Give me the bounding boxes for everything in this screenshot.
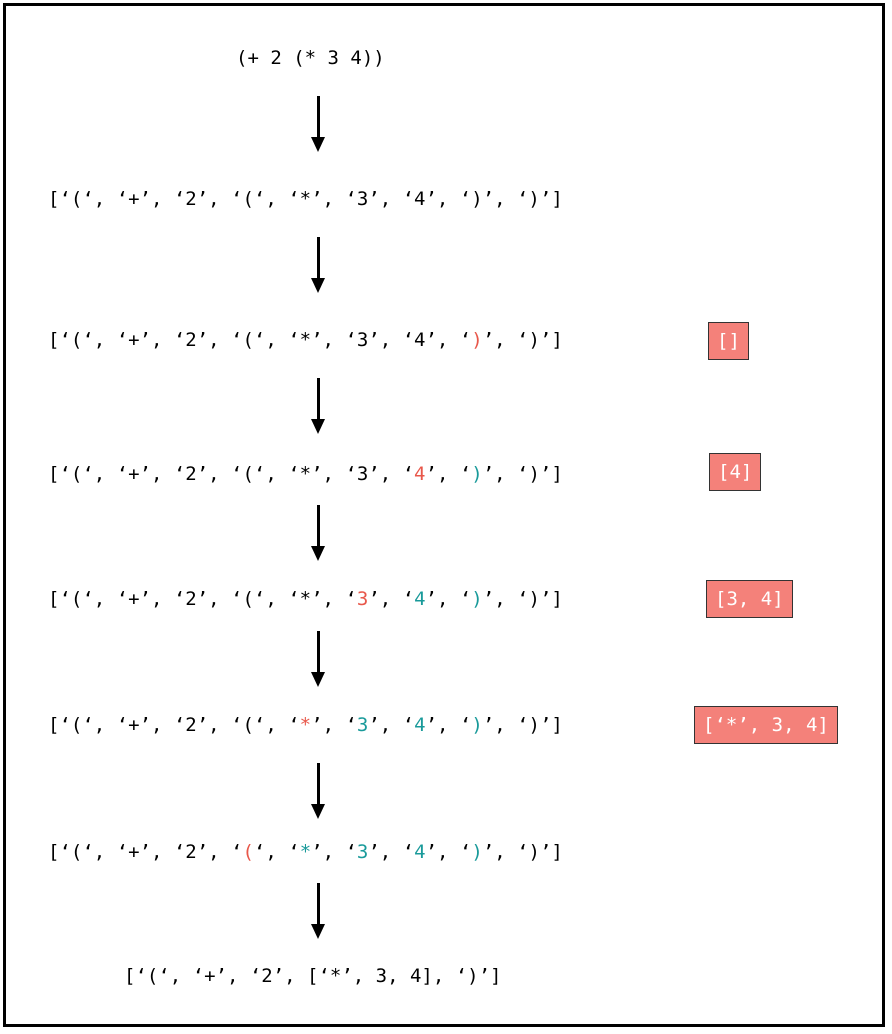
consumed-token: 4 [414, 714, 426, 736]
token-text: ’, ‘ [368, 588, 415, 610]
consumed-token: ) [471, 588, 483, 610]
down-arrow-icon [308, 378, 328, 434]
consumed-token: 3 [356, 714, 369, 736]
token-text: ‘, ‘ [253, 841, 300, 863]
consumed-token: * [299, 841, 312, 863]
highlighted-token: ( [242, 841, 254, 863]
token-list-step-4 [48, 587, 563, 611]
consumed-token: ) [471, 841, 483, 863]
highlighted-token: 3 [356, 588, 369, 610]
consumed-token: ) [471, 714, 483, 736]
consumed-token: 4 [414, 588, 426, 610]
token-text: ’, ‘ [368, 714, 415, 736]
down-arrow-icon [308, 96, 328, 152]
token-list-step-6 [48, 840, 563, 864]
down-arrow-icon [308, 237, 328, 293]
token-text: ’, ‘ [425, 588, 472, 610]
token-text: ’, ‘ [311, 841, 357, 863]
token-list-step-1 [48, 187, 563, 211]
token-list-step-2 [48, 328, 563, 352]
down-arrow-icon [308, 763, 328, 819]
token-text: ’, ‘ [311, 714, 357, 736]
token-text: ’, ‘)’] [482, 714, 563, 736]
highlighted-token: 4 [414, 463, 426, 485]
token-text: [‘(‘, ‘+’, ‘2’, ‘ [48, 841, 243, 863]
stack-box-step-5: [‘*’, 3, 4] [694, 706, 838, 744]
parsed-result: [‘(‘, ‘+’, ‘2’, [‘*’, 3, 4], ‘)’] [124, 965, 502, 987]
token-text: [‘(‘, ‘+’, ‘2’, ‘(‘, ‘*’, ‘3’, ‘4’, ‘ [48, 329, 472, 351]
token-text: ’, ‘)’] [482, 329, 563, 351]
input-expression: (+ 2 (* 3 4)) [236, 47, 385, 69]
token-text: [‘(‘, ‘+’, ‘2’, ‘(‘, ‘ [48, 714, 300, 736]
highlighted-token: ) [471, 329, 483, 351]
token-text: ’, ‘ [425, 463, 472, 485]
stack-box-step-3: [4] [709, 453, 761, 491]
token-text: ’, ‘)’] [482, 463, 563, 485]
stack-box-step-4: [3, 4] [706, 580, 793, 618]
consumed-token: 4 [414, 841, 426, 863]
down-arrow-icon [308, 883, 328, 939]
token-list-step-3 [48, 462, 563, 486]
diagram-frame [3, 3, 885, 1027]
down-arrow-icon [308, 505, 328, 561]
down-arrow-icon [308, 631, 328, 687]
token-text: [‘(‘, ‘+’, ‘2’, ‘(‘, ‘*’, ‘ [48, 588, 357, 610]
consumed-token: 3 [356, 841, 369, 863]
stack-box-step-2: [] [708, 322, 749, 360]
consumed-token: ) [471, 463, 483, 485]
token-text: ’, ‘)’] [482, 841, 563, 863]
token-list-step-5 [48, 713, 563, 737]
token-text: ’, ‘)’] [482, 588, 563, 610]
token-text: ’, ‘ [425, 714, 472, 736]
token-text: [‘(‘, ‘+’, ‘2’, ‘(‘, ‘*’, ‘3’, ‘4’, ‘)’, ‘)’] [48, 188, 563, 210]
token-text: ’, ‘ [425, 841, 472, 863]
token-text: ’, ‘ [368, 841, 415, 863]
token-text: [‘(‘, ‘+’, ‘2’, ‘(‘, ‘*’, ‘3’, ‘ [48, 463, 415, 485]
highlighted-token: * [299, 714, 312, 736]
